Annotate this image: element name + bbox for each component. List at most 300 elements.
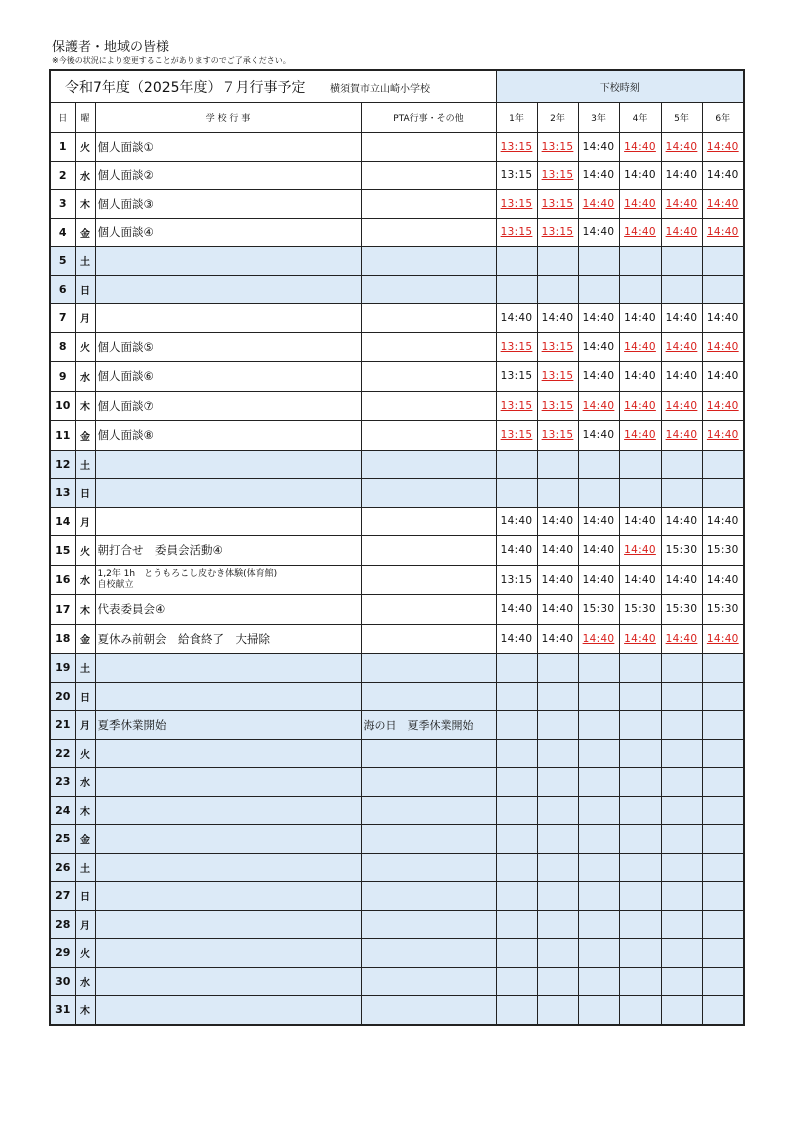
weekday: 火 xyxy=(75,939,95,968)
dismissal-time: 14:40 xyxy=(661,391,702,421)
school-event xyxy=(95,796,361,825)
dismissal-time xyxy=(619,275,661,304)
page-title: 令和7年度（2025年度）７月行事予定 xyxy=(65,79,306,96)
dismissal-time: 14:40 xyxy=(661,362,702,392)
column-header-row xyxy=(50,103,744,133)
dismissal-time xyxy=(661,654,702,683)
day-number: 15 xyxy=(50,536,75,566)
change-note: ※今後の状況により変更することがありますのでご了承ください。 xyxy=(52,56,291,65)
dismissal-time: 14:40 xyxy=(619,362,661,392)
pta-event xyxy=(361,595,496,625)
day-row xyxy=(50,304,744,333)
weekday: 土 xyxy=(75,450,95,479)
dismissal-time: 15:30 xyxy=(661,595,702,625)
school-event xyxy=(95,565,361,595)
dismissal-time: 14:40 xyxy=(661,133,702,162)
dismissal-time xyxy=(619,796,661,825)
day-row xyxy=(50,853,744,882)
dismissal-time: 14:40 xyxy=(661,332,702,362)
pta-event: 海の日 夏季休業開始 xyxy=(361,711,496,740)
dismissal-time xyxy=(537,768,578,797)
dismissal-time: 14:40 xyxy=(661,565,702,595)
day-number: 12 xyxy=(50,450,75,479)
col-day: 日 xyxy=(50,103,75,133)
col-weekday: 曜 xyxy=(75,103,95,133)
school-event xyxy=(95,939,361,968)
dismissal-time: 14:40 xyxy=(661,507,702,536)
dismissal-time xyxy=(496,739,537,768)
pta-event xyxy=(361,825,496,854)
dismissal-time xyxy=(537,967,578,996)
dismissal-time xyxy=(496,247,537,276)
dismissal-time xyxy=(578,825,619,854)
dismissal-time: 13:15 xyxy=(537,362,578,392)
pta-event xyxy=(361,996,496,1025)
dismissal-time xyxy=(578,654,619,683)
day-number: 9 xyxy=(50,362,75,392)
day-number: 14 xyxy=(50,507,75,536)
pta-event xyxy=(361,479,496,508)
dismissal-time: 14:40 xyxy=(702,624,744,654)
dismissal-time xyxy=(702,739,744,768)
dismissal-time: 15:30 xyxy=(661,536,702,566)
dismissal-time: 14:40 xyxy=(578,332,619,362)
dismissal-time xyxy=(661,739,702,768)
dismissal-time xyxy=(496,996,537,1025)
weekday: 日 xyxy=(75,682,95,711)
day-row xyxy=(50,882,744,911)
dismissal-time: 14:40 xyxy=(496,304,537,333)
school-event-line: 1,2年 1h とうもろこし皮むき体験(体育館) xyxy=(97,568,278,579)
dismissal-time xyxy=(619,825,661,854)
day-row xyxy=(50,739,744,768)
dismissal-time xyxy=(702,247,744,276)
dismissal-time: 13:15 xyxy=(496,190,537,219)
dismissal-time xyxy=(578,739,619,768)
weekday: 水 xyxy=(75,565,95,595)
dismissal-time xyxy=(578,939,619,968)
dismissal-time: 14:40 xyxy=(619,391,661,421)
dismissal-time: 14:40 xyxy=(578,391,619,421)
day-row xyxy=(50,967,744,996)
pta-event xyxy=(361,450,496,479)
dismissal-time xyxy=(537,996,578,1025)
dismissal-time: 14:40 xyxy=(702,332,744,362)
dismissal-time xyxy=(702,882,744,911)
dismissal-time xyxy=(496,654,537,683)
dismissal-time: 13:15 xyxy=(537,190,578,219)
weekday: 日 xyxy=(75,479,95,508)
dismissal-time xyxy=(661,882,702,911)
dismissal-time xyxy=(619,654,661,683)
dismissal-time xyxy=(619,247,661,276)
pta-event xyxy=(361,967,496,996)
dismissal-time xyxy=(578,479,619,508)
dismissal-time: 14:40 xyxy=(619,507,661,536)
school-event xyxy=(95,247,361,276)
day-number: 31 xyxy=(50,996,75,1025)
weekday: 火 xyxy=(75,739,95,768)
dismissal-time: 15:30 xyxy=(619,595,661,625)
dismissal-time xyxy=(537,711,578,740)
day-number: 24 xyxy=(50,796,75,825)
dismissal-time xyxy=(537,910,578,939)
col-grade-1: 1年 xyxy=(496,103,537,133)
weekday: 水 xyxy=(75,362,95,392)
dismissal-time: 14:40 xyxy=(578,565,619,595)
pta-event xyxy=(361,739,496,768)
dismissal-time: 14:40 xyxy=(619,421,661,451)
day-row xyxy=(50,654,744,683)
pta-event xyxy=(361,161,496,190)
day-row xyxy=(50,247,744,276)
school-event-line: 自校献立 xyxy=(97,579,134,590)
weekday: 火 xyxy=(75,332,95,362)
dismissal-time: 15:30 xyxy=(702,536,744,566)
day-number: 21 xyxy=(50,711,75,740)
dismissal-time: 14:40 xyxy=(702,362,744,392)
day-number: 18 xyxy=(50,624,75,654)
pta-event xyxy=(361,133,496,162)
weekday: 金 xyxy=(75,421,95,451)
day-row xyxy=(50,825,744,854)
day-row xyxy=(50,711,744,740)
day-row xyxy=(50,133,744,162)
title-row xyxy=(50,70,744,103)
dismissal-time xyxy=(496,796,537,825)
school-event: 個人面談② xyxy=(95,161,361,190)
school-event xyxy=(95,450,361,479)
day-row xyxy=(50,450,744,479)
dismissal-time xyxy=(702,654,744,683)
weekday: 金 xyxy=(75,624,95,654)
dismissal-time: 14:40 xyxy=(619,190,661,219)
day-number: 6 xyxy=(50,275,75,304)
dismissal-time xyxy=(496,939,537,968)
pta-event xyxy=(361,391,496,421)
weekday: 水 xyxy=(75,768,95,797)
dismissal-time: 14:40 xyxy=(496,536,537,566)
col-grade-4: 4年 xyxy=(619,103,661,133)
weekday: 日 xyxy=(75,882,95,911)
dismissal-time: 14:40 xyxy=(619,133,661,162)
dismissal-time xyxy=(661,768,702,797)
weekday: 金 xyxy=(75,825,95,854)
pta-event xyxy=(361,682,496,711)
dismissal-time xyxy=(661,275,702,304)
day-number: 11 xyxy=(50,421,75,451)
dismissal-time xyxy=(619,910,661,939)
dismissal-time: 14:40 xyxy=(619,565,661,595)
school-event: 個人面談⑦ xyxy=(95,391,361,421)
school-event xyxy=(95,507,361,536)
day-row xyxy=(50,595,744,625)
dismissal-time xyxy=(619,882,661,911)
day-number: 5 xyxy=(50,247,75,276)
pta-event xyxy=(361,247,496,276)
dismissal-time: 14:40 xyxy=(619,332,661,362)
dismissal-time xyxy=(537,479,578,508)
pta-event xyxy=(361,421,496,451)
day-row xyxy=(50,218,744,247)
dismissal-time xyxy=(496,768,537,797)
dismissal-time xyxy=(661,967,702,996)
day-row xyxy=(50,565,744,595)
pta-event xyxy=(361,624,496,654)
dismissal-time xyxy=(496,825,537,854)
day-row xyxy=(50,996,744,1025)
day-number: 30 xyxy=(50,967,75,996)
pta-event xyxy=(361,565,496,595)
dismissal-time xyxy=(578,682,619,711)
dismissal-time xyxy=(496,910,537,939)
dismissal-time xyxy=(702,996,744,1025)
dismissal-time xyxy=(537,882,578,911)
pta-event xyxy=(361,362,496,392)
school-event xyxy=(95,479,361,508)
dismissal-time: 14:40 xyxy=(661,190,702,219)
dismissal-time: 14:40 xyxy=(619,624,661,654)
dismissal-time xyxy=(496,479,537,508)
school-event xyxy=(95,967,361,996)
dismissal-time: 15:30 xyxy=(578,595,619,625)
dismissal-time: 13:15 xyxy=(496,161,537,190)
dismissal-time xyxy=(578,853,619,882)
dismissal-time xyxy=(619,939,661,968)
dismissal-time xyxy=(537,939,578,968)
dismissal-time xyxy=(619,853,661,882)
dismissal-time: 13:15 xyxy=(537,332,578,362)
school-name: 横須賀市立山崎小学校 xyxy=(330,83,430,95)
pta-event xyxy=(361,536,496,566)
dismissal-time xyxy=(702,711,744,740)
dismissal-time xyxy=(702,939,744,968)
dismissal-time xyxy=(619,682,661,711)
day-number: 7 xyxy=(50,304,75,333)
dismissal-time: 13:15 xyxy=(537,421,578,451)
day-row xyxy=(50,275,744,304)
dismissal-time: 14:40 xyxy=(537,304,578,333)
dismissal-time xyxy=(661,796,702,825)
school-event xyxy=(95,825,361,854)
day-number: 26 xyxy=(50,853,75,882)
dismissal-time: 13:15 xyxy=(537,218,578,247)
day-row xyxy=(50,768,744,797)
school-event: 個人面談⑧ xyxy=(95,421,361,451)
dismissal-time xyxy=(619,739,661,768)
dismissal-time xyxy=(702,825,744,854)
dismissal-time: 14:40 xyxy=(702,190,744,219)
dismissal-time xyxy=(578,711,619,740)
weekday: 木 xyxy=(75,190,95,219)
dismissal-time xyxy=(661,247,702,276)
dismissal-time: 14:40 xyxy=(661,161,702,190)
school-event xyxy=(95,682,361,711)
school-event: 個人面談① xyxy=(95,133,361,162)
pta-event xyxy=(361,853,496,882)
weekday: 火 xyxy=(75,536,95,566)
day-number: 23 xyxy=(50,768,75,797)
pta-event xyxy=(361,796,496,825)
dismissal-time xyxy=(578,450,619,479)
day-row xyxy=(50,190,744,219)
day-number: 20 xyxy=(50,682,75,711)
dismissal-time: 13:15 xyxy=(496,362,537,392)
dismissal-time: 14:40 xyxy=(537,536,578,566)
dismissal-time: 14:40 xyxy=(619,218,661,247)
dismissal-time: 14:40 xyxy=(578,304,619,333)
dismissal-time: 14:40 xyxy=(578,536,619,566)
dismissal-time xyxy=(496,711,537,740)
day-number: 16 xyxy=(50,565,75,595)
dismissal-time: 13:15 xyxy=(537,161,578,190)
dismissal-time xyxy=(496,853,537,882)
dismissal-time xyxy=(537,682,578,711)
pta-event xyxy=(361,768,496,797)
dismissal-time: 14:40 xyxy=(537,595,578,625)
dismissal-time xyxy=(702,450,744,479)
dismissal-time: 14:40 xyxy=(496,595,537,625)
dismissal-time xyxy=(578,910,619,939)
day-number: 25 xyxy=(50,825,75,854)
day-row xyxy=(50,479,744,508)
dismissal-time: 14:40 xyxy=(661,421,702,451)
day-row xyxy=(50,910,744,939)
dismissal-header: 下校時刻 xyxy=(496,70,744,103)
dismissal-time xyxy=(496,967,537,996)
dismissal-time: 14:40 xyxy=(702,391,744,421)
col-pta: PTA行事・その他 xyxy=(361,103,496,133)
dismissal-time xyxy=(578,882,619,911)
dismissal-time: 14:40 xyxy=(702,218,744,247)
dismissal-time: 14:40 xyxy=(496,624,537,654)
pta-event xyxy=(361,190,496,219)
school-event xyxy=(95,768,361,797)
dismissal-time: 13:15 xyxy=(537,133,578,162)
dismissal-time xyxy=(537,825,578,854)
dismissal-time: 15:30 xyxy=(702,595,744,625)
day-number: 1 xyxy=(50,133,75,162)
pta-event xyxy=(361,939,496,968)
day-number: 28 xyxy=(50,910,75,939)
dismissal-time: 14:40 xyxy=(578,218,619,247)
day-row xyxy=(50,507,744,536)
school-event xyxy=(95,739,361,768)
weekday: 月 xyxy=(75,711,95,740)
dismissal-time: 14:40 xyxy=(702,421,744,451)
pta-event xyxy=(361,507,496,536)
dismissal-time xyxy=(661,479,702,508)
day-row xyxy=(50,536,744,566)
dismissal-time xyxy=(702,910,744,939)
dismissal-time xyxy=(619,768,661,797)
dismissal-time xyxy=(496,682,537,711)
school-event xyxy=(95,910,361,939)
weekday: 木 xyxy=(75,796,95,825)
dismissal-time xyxy=(702,768,744,797)
dismissal-time: 14:40 xyxy=(578,362,619,392)
school-event xyxy=(95,882,361,911)
day-number: 17 xyxy=(50,595,75,625)
day-row xyxy=(50,939,744,968)
dismissal-time xyxy=(578,967,619,996)
dismissal-time xyxy=(702,275,744,304)
school-event xyxy=(95,654,361,683)
school-event: 夏休み前朝会 給食終了 大掃除 xyxy=(95,624,361,654)
dismissal-time: 14:40 xyxy=(578,133,619,162)
dismissal-time xyxy=(578,275,619,304)
dismissal-time: 14:40 xyxy=(661,624,702,654)
schedule-table xyxy=(49,69,745,1026)
dismissal-time xyxy=(661,996,702,1025)
dismissal-time xyxy=(661,853,702,882)
dismissal-time: 14:40 xyxy=(578,507,619,536)
dismissal-time: 14:40 xyxy=(702,304,744,333)
weekday: 火 xyxy=(75,133,95,162)
weekday: 金 xyxy=(75,218,95,247)
dismissal-time: 14:40 xyxy=(661,304,702,333)
dismissal-time: 14:40 xyxy=(702,161,744,190)
dismissal-time xyxy=(702,796,744,825)
dismissal-time xyxy=(537,654,578,683)
pta-event xyxy=(361,654,496,683)
dismissal-time: 13:15 xyxy=(537,391,578,421)
day-number: 10 xyxy=(50,391,75,421)
dismissal-time xyxy=(578,247,619,276)
weekday: 土 xyxy=(75,247,95,276)
school-event: 代表委員会④ xyxy=(95,595,361,625)
pta-event xyxy=(361,304,496,333)
dismissal-time xyxy=(661,910,702,939)
dismissal-time: 13:15 xyxy=(496,565,537,595)
dismissal-time xyxy=(578,796,619,825)
weekday: 水 xyxy=(75,161,95,190)
dismissal-time: 13:15 xyxy=(496,133,537,162)
weekday: 木 xyxy=(75,996,95,1025)
day-number: 13 xyxy=(50,479,75,508)
dismissal-time: 14:40 xyxy=(619,304,661,333)
school-event: 朝打合せ 委員会活動④ xyxy=(95,536,361,566)
dismissal-time xyxy=(537,450,578,479)
dismissal-time xyxy=(702,479,744,508)
dismissal-time xyxy=(537,275,578,304)
dismissal-time xyxy=(537,247,578,276)
col-grade-2: 2年 xyxy=(537,103,578,133)
day-row xyxy=(50,332,744,362)
dismissal-time xyxy=(537,796,578,825)
weekday: 木 xyxy=(75,391,95,421)
school-event xyxy=(95,853,361,882)
dismissal-time: 14:40 xyxy=(702,565,744,595)
day-number: 22 xyxy=(50,739,75,768)
pta-event xyxy=(361,882,496,911)
col-grade-3: 3年 xyxy=(578,103,619,133)
school-event xyxy=(95,996,361,1025)
pta-event xyxy=(361,910,496,939)
dismissal-time xyxy=(661,450,702,479)
dismissal-time xyxy=(496,882,537,911)
school-event xyxy=(95,275,361,304)
weekday: 土 xyxy=(75,654,95,683)
dismissal-time xyxy=(537,853,578,882)
pta-event xyxy=(361,332,496,362)
day-row xyxy=(50,624,744,654)
weekday: 土 xyxy=(75,853,95,882)
dismissal-time: 14:40 xyxy=(702,133,744,162)
dismissal-time: 14:40 xyxy=(578,624,619,654)
day-number: 4 xyxy=(50,218,75,247)
greeting: 保護者・地域の皆様 xyxy=(52,40,170,55)
